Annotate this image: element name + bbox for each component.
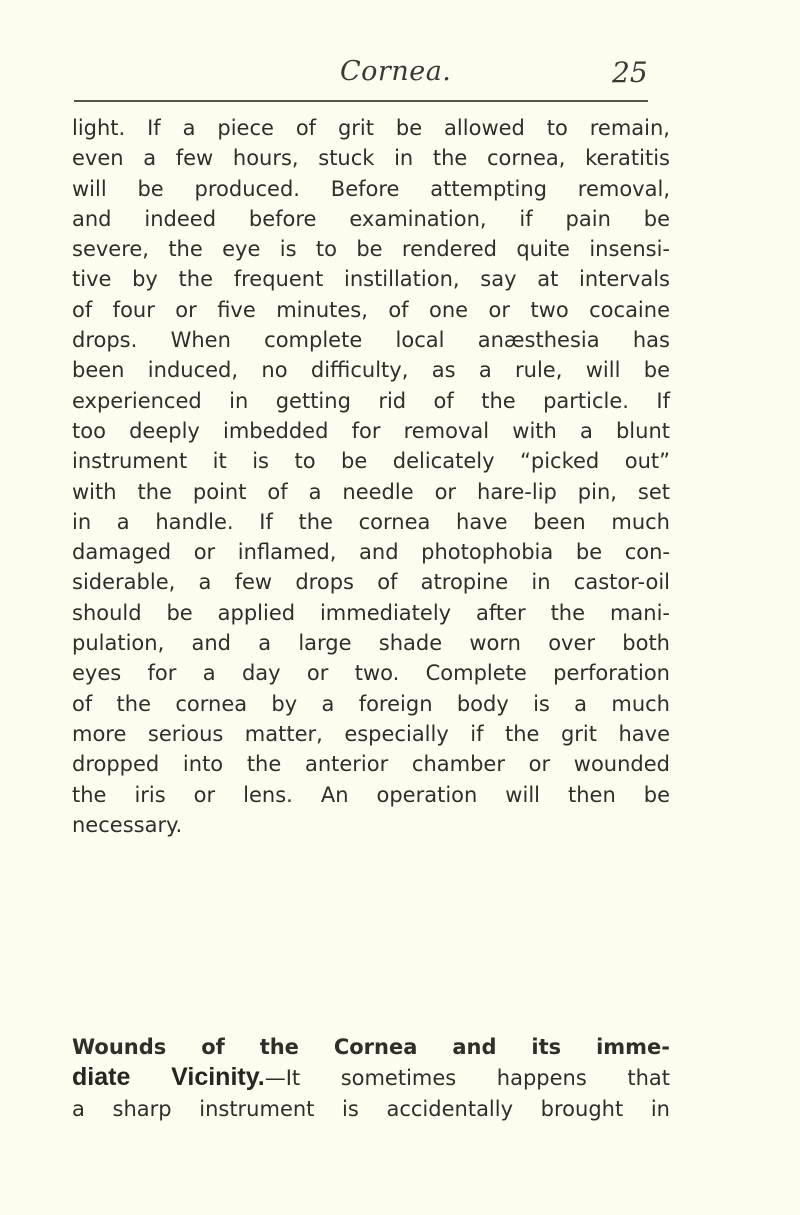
text-line: of the cornea by a foreign body is a much [72,691,670,716]
page-number: 25 [612,56,648,89]
text-line: experienced in getting rid of the particle. If [72,388,670,413]
text-line: been induced, no difficulty, as a rule, will be [72,358,670,383]
text-line: with the point of a needle or hare-lip pin, set [72,479,670,504]
section-wounds-of-cornea [72,1032,670,1124]
text-line: damaged or inflamed, and photophobia be con- [72,540,670,565]
text-line: will be produced. Before attempting removal, [72,176,670,201]
text-line: drops. When complete local anæsthesia has [72,328,670,353]
section-heading-continuation [72,1062,670,1093]
body-paragraph [72,113,670,840]
text-line: necessary. [72,812,183,837]
text-line: of four or five minutes, of one or two cocaine [72,297,670,322]
section-text-start: —It sometimes happens that [264,1066,670,1091]
text-line: even a few hours, stuck in the cornea, keratitis [72,146,670,171]
text-line: pulation, and a large shade worn over both [72,631,670,656]
text-line: too deeply imbedded for removal with a blunt [72,418,670,443]
text-line: severe, the eye is to be rendered quite insensi- [72,237,670,262]
section-heading-end: diate Vicinity. [72,1063,265,1092]
section-heading: Wounds of the Cornea and its imme- [72,1035,670,1059]
text-line: in a handle. If the cornea have been much [72,509,670,534]
text-line: should be applied immediately after the mani- [72,600,670,625]
text-line: and indeed before examination, if pain be [72,206,670,231]
text-line: dropped into the anterior chamber or wounded [72,752,670,777]
text-line: eyes for a day or two. Complete perforation [72,661,670,686]
text-line: tive by the frequent instillation, say at intervals [72,267,670,292]
header-rule [74,100,648,102]
running-head [0,52,800,96]
text-line: more serious matter, especially if the grit have [72,721,670,746]
text-line: instrument it is to be delicately “picked out” [72,449,670,474]
text-line: light. If a piece of grit be allowed to remain, [72,116,670,140]
running-title: Cornea. [340,56,452,87]
text-line: a sharp instrument is accidentally brought in [72,1096,670,1121]
text-line: siderable, a few drops of atropine in castor-oil [72,570,670,595]
text-line: the iris or lens. An operation will then be [72,782,670,807]
